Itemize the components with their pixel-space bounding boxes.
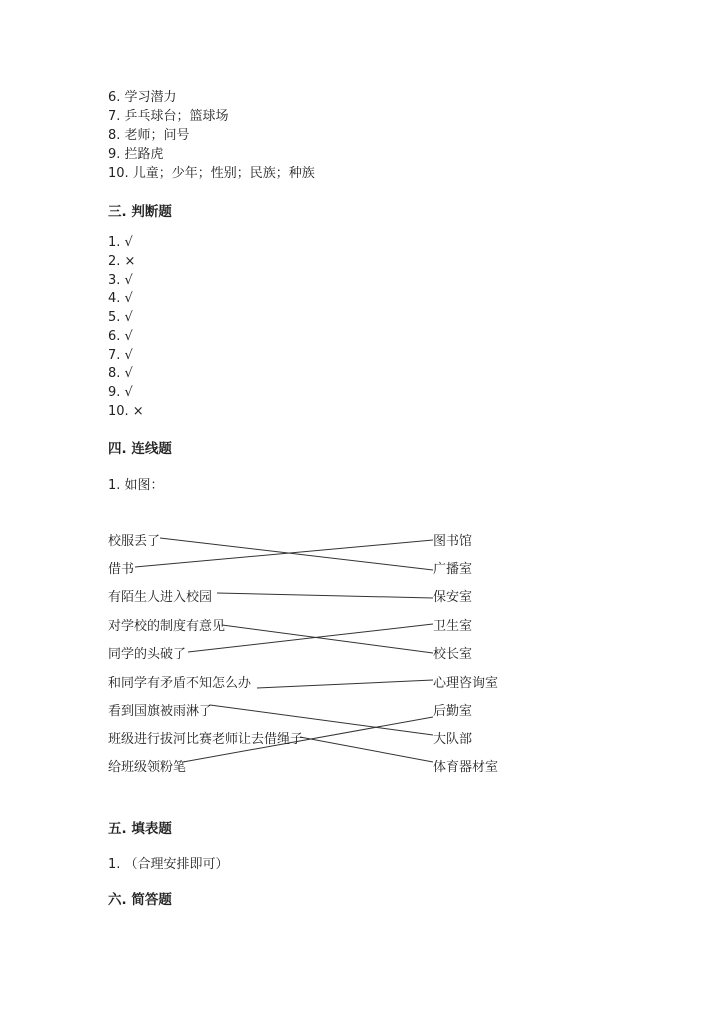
right-item: 体育器材室 (433, 760, 499, 775)
answer-line: 8. 老师；问号 (108, 128, 190, 143)
section-heading: 三. 判断题 (108, 204, 172, 220)
question-intro: 1. 如图： (108, 478, 164, 493)
match-line (217, 593, 433, 598)
section-heading: 四. 连线题 (108, 441, 172, 457)
match-line (300, 737, 433, 762)
match-line (135, 540, 433, 567)
answer-line: 1. （合理安排即可） (108, 857, 229, 872)
right-item: 卫生室 (433, 619, 473, 634)
left-item: 借书 (108, 562, 135, 577)
right-item: 后勤室 (433, 704, 473, 719)
answer-line: 9. 拦路虎 (108, 147, 164, 162)
left-item: 看到国旗被雨淋了 (108, 704, 213, 719)
judgment-item: 5. √ (108, 310, 133, 325)
right-item: 保安室 (433, 590, 473, 605)
left-item: 有陌生人进入校园 (108, 590, 213, 605)
judgment-item: 4. √ (108, 291, 133, 306)
section-heading: 六. 简答题 (108, 892, 172, 908)
left-item: 给班级领粉笔 (108, 760, 187, 775)
section-heading: 五. 填表题 (108, 821, 172, 837)
judgment-item: 1. √ (108, 235, 133, 250)
answer-line: 7. 乒乓球台；篮球场 (108, 109, 229, 124)
judgment-item: 6. √ (108, 329, 133, 344)
match-line (257, 680, 433, 688)
right-item: 图书馆 (433, 534, 473, 549)
answer-line: 6. 学习潜力 (108, 90, 177, 105)
match-line (160, 538, 433, 570)
right-item: 校长室 (433, 647, 473, 662)
right-item: 广播室 (433, 562, 473, 577)
left-item: 对学校的制度有意见 (108, 619, 226, 634)
answer-line: 10. 儿童；少年；性别；民族；种族 (108, 166, 315, 181)
left-item: 班级进行拔河比赛老师让去借绳子 (108, 732, 304, 747)
right-item: 心理咨询室 (433, 676, 499, 691)
left-item: 和同学有矛盾不知怎么办 (108, 676, 252, 691)
judgment-item: 3. √ (108, 273, 133, 288)
judgment-item: 7. √ (108, 348, 133, 363)
left-item: 校服丢了 (108, 534, 161, 549)
match-line (210, 705, 433, 735)
judgment-item: 2. × (108, 254, 136, 269)
match-line (222, 625, 433, 653)
judgment-item: 8. √ (108, 366, 133, 381)
judgment-item: 9. √ (108, 385, 133, 400)
judgment-item: 10. × (108, 404, 144, 419)
right-item: 大队部 (433, 732, 473, 747)
left-item: 同学的头破了 (108, 647, 187, 662)
